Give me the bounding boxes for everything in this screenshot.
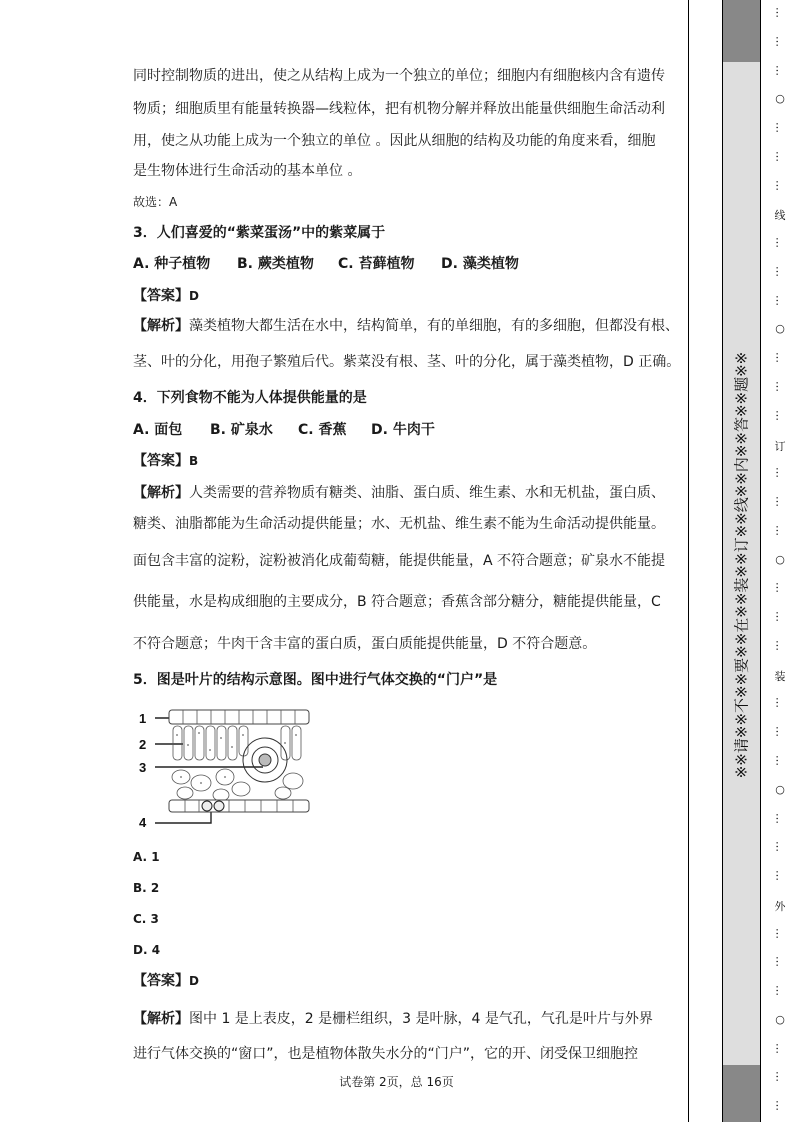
seal-dots: … xyxy=(773,524,787,536)
answer-tag: 【答案】 xyxy=(133,288,189,304)
binding-band-top xyxy=(723,0,760,62)
label-3: 3 xyxy=(139,760,147,775)
text-line: 是生物体进行生命活动的基本单位 。 xyxy=(133,163,362,179)
seal-dots: … xyxy=(773,582,787,594)
seal-dots: … xyxy=(773,409,787,421)
analysis-line: 供能量，水是构成细胞的主要成分，B 符合题意；香蕉含部分糖分，糖能提供能量，C xyxy=(133,594,661,610)
seal-dots: … xyxy=(773,812,787,824)
seal-dots: … xyxy=(773,122,787,134)
seal-dots: … xyxy=(773,985,787,997)
binding-border-left xyxy=(688,0,689,1122)
analysis-line xyxy=(133,1010,653,1028)
answer-value: B xyxy=(189,454,199,468)
binding-border-right xyxy=(760,0,761,1122)
text-line: 物质；细胞质里有能量转换器—线粒体，把有机物分解并释放出能量供细胞生命活动利 xyxy=(133,101,665,117)
label-1: 1 xyxy=(139,711,147,726)
seal-char: 外 xyxy=(774,899,786,913)
text-line: 用，使之从功能上成为一个独立的单位 。因此从细胞的结构及功能的角度来看，细胞 xyxy=(133,133,656,149)
answer-row xyxy=(133,452,198,470)
analysis-line xyxy=(133,484,665,502)
page-footer: 试卷第 2页，总 16页 xyxy=(339,1075,454,1089)
option-d: D. 藻类植物 xyxy=(441,256,519,272)
label-4: 4 xyxy=(139,815,147,830)
question-4-stem: 4．下列食物不能为人体提供能量的是 xyxy=(133,390,367,406)
seal-line xyxy=(770,0,790,1122)
seal-dots: … xyxy=(773,1071,787,1083)
option-a: A. 种子植物 xyxy=(133,256,211,272)
seal-dots: … xyxy=(773,35,787,47)
seal-dots: … xyxy=(773,294,787,306)
analysis-tag: 【解析】 xyxy=(133,1011,189,1027)
seal-dots: … xyxy=(773,956,787,968)
option-c: C. 香蕉 xyxy=(298,422,347,438)
seal-dots: … xyxy=(773,496,787,508)
binding-band-bottom xyxy=(723,1065,760,1122)
option-b: B. 矿泉水 xyxy=(210,422,273,438)
seal-dots: … xyxy=(773,726,787,738)
seal-circle: ○ xyxy=(775,322,785,336)
answer-tag: 【答案】 xyxy=(133,973,189,989)
question-3-stem: 3．人们喜爱的“紫菜蛋汤”中的紫菜属于 xyxy=(133,225,386,241)
answer-value: D xyxy=(189,289,199,303)
analysis-tag: 【解析】 xyxy=(133,485,189,501)
seal-circle: ○ xyxy=(775,552,785,566)
seal-dots: … xyxy=(773,1100,787,1112)
analysis-text: 人类需要的营养物质有糖类、油脂、蛋白质、维生素、水和无机盐，蛋白质、 xyxy=(189,485,665,501)
analysis-line: 不符合题意；牛肉干含丰富的蛋白质，蛋白质能提供能量，D 不符合题意。 xyxy=(133,636,597,652)
seal-dots: … xyxy=(773,927,787,939)
seal-dots: … xyxy=(773,381,787,392)
seal-dots: … xyxy=(773,1042,787,1054)
analysis-text: 图中 1 是上表皮，2 是栅栏组织，3 是叶脉，4 是气孔，气孔是叶片与外界 xyxy=(189,1011,653,1027)
option-d: D. 牛肉干 xyxy=(371,422,435,438)
label-2: 2 xyxy=(139,737,147,752)
leaf-structure-diagram xyxy=(133,705,313,830)
seal-dots: … xyxy=(773,467,787,479)
seal-dots: … xyxy=(773,755,787,766)
seal-dots: … xyxy=(773,7,787,18)
binding-warning: ※※请※※不※※要※※在※※装※※订※※线※※内※※答※※题※※ xyxy=(732,351,751,779)
option-c: C. 3 xyxy=(133,912,159,926)
seal-dots: … xyxy=(773,697,787,709)
option-d: D. 4 xyxy=(133,943,161,957)
seal-circle: ○ xyxy=(775,92,785,106)
seal-dots: … xyxy=(773,870,787,882)
answer-line: 故选：A xyxy=(133,195,178,209)
seal-dots: … xyxy=(773,841,787,853)
analysis-line: 糖类、油脂都能为生命活动提供能量；水、无机盐、维生素不能为生命活动提供能量。 xyxy=(133,516,665,532)
seal-dots: … xyxy=(773,639,787,651)
analysis-line: 面包含丰富的淀粉，淀粉被消化成葡萄糖，能提供能量，A 不符合题意；矿泉水不能提 xyxy=(133,553,666,569)
seal-char: 订 xyxy=(774,439,786,453)
answer-tag: 【答案】 xyxy=(133,453,189,469)
seal-dots: … xyxy=(773,611,787,623)
option-a: A. 1 xyxy=(133,850,160,864)
analysis-line xyxy=(133,317,679,335)
analysis-tag: 【解析】 xyxy=(133,318,189,334)
option-b: B. 蕨类植物 xyxy=(237,256,314,272)
seal-dots: … xyxy=(773,64,787,76)
seal-dots: … xyxy=(773,237,787,249)
seal-dots: … xyxy=(773,179,787,191)
option-c: C. 苔藓植物 xyxy=(338,256,415,272)
option-a: A. 面包 xyxy=(133,422,183,438)
seal-char: 线 xyxy=(774,209,786,223)
seal-char: 装 xyxy=(774,669,786,683)
question-5-stem: 5．图是叶片的结构示意图。图中进行气体交换的“门户”是 xyxy=(133,672,498,688)
answer-value: D xyxy=(189,974,199,988)
option-b: B. 2 xyxy=(133,881,160,895)
seal-dots: … xyxy=(773,265,787,277)
seal-circle: ○ xyxy=(775,782,785,796)
text-line: 同时控制物质的进出，使之从结构上成为一个独立的单位；细胞内有细胞核内含有遗传 xyxy=(133,68,665,84)
seal-dots: … xyxy=(773,352,787,364)
analysis-text: 藻类植物大都生活在水中，结构简单，有的单细胞，有的多细胞，但都没有根、 xyxy=(189,318,679,334)
seal-circle: ○ xyxy=(775,1012,785,1026)
seal-dots: … xyxy=(773,150,787,162)
answer-row xyxy=(133,287,199,305)
answer-row xyxy=(133,972,199,990)
analysis-line: 茎、叶的分化，用孢子繁殖后代。紫菜没有根、茎、叶的分化，属于藻类植物，D 正确。 xyxy=(133,354,681,370)
analysis-line: 进行气体交换的“窗口”，也是植物体散失水分的“门户”，它的开、闭受保卫细胞控 xyxy=(133,1046,639,1062)
